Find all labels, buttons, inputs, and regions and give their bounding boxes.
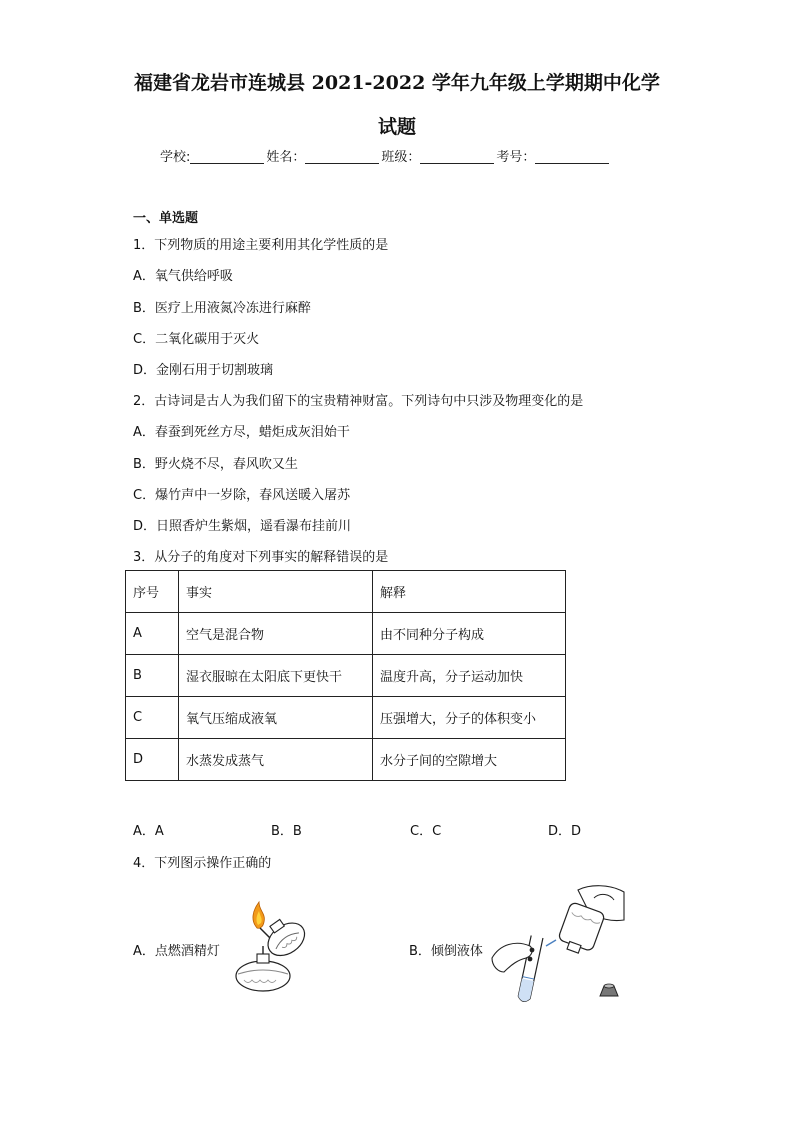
question-4-option-a: A．点燃酒精灯 bbox=[133, 944, 220, 959]
question-2-stem: 2．古诗词是古人为我们留下的宝贵精神财富。下列诗句中只涉及物理变化的是 bbox=[133, 394, 584, 409]
question-2-option-a: A．春蚕到死丝方尽，蜡炬成灰泪始干 bbox=[133, 425, 350, 440]
question-4-stem: 4．下列图示操作正确的 bbox=[133, 856, 272, 871]
table-cell: 空气是混合物 bbox=[179, 613, 373, 655]
alcohol-lamp-lighting-figure bbox=[226, 898, 316, 996]
table-cell: 温度升高，分子运动加快 bbox=[373, 655, 566, 697]
table-cell: 水分子间的空隙增大 bbox=[373, 739, 566, 781]
exam-number-label: 考号： bbox=[496, 150, 536, 165]
question-4-option-b: B．倾倒液体 bbox=[409, 944, 483, 959]
section-heading: 一、单选题 bbox=[133, 211, 199, 226]
table-header-cell: 解释 bbox=[373, 571, 566, 613]
school-blank[interactable] bbox=[190, 149, 264, 164]
page-title-line-2: 试题 bbox=[377, 116, 416, 138]
pouring-liquid-figure bbox=[490, 880, 632, 1008]
table-row bbox=[126, 697, 566, 739]
page-title-line-1: 福建省龙岩市连城县 2021-2022 学年九年级上学期期中化学 bbox=[134, 72, 660, 94]
table-cell: D bbox=[126, 739, 179, 781]
student-info-row bbox=[160, 146, 611, 165]
question-3-option-c: C．C bbox=[410, 824, 442, 839]
table-row bbox=[126, 655, 566, 697]
question-3-option-b: B．B bbox=[271, 824, 302, 839]
question-3-stem: 3．从分子的角度对下列事实的解释错误的是 bbox=[133, 550, 389, 565]
table-row bbox=[126, 613, 566, 655]
exam-number-blank[interactable] bbox=[535, 149, 609, 164]
question-2-option-d: D．日照香炉生紫烟，遥看瀑布挂前川 bbox=[133, 519, 352, 534]
question-1-option-a: A．氧气供给呼吸 bbox=[133, 269, 233, 284]
name-label: 姓名： bbox=[266, 150, 306, 165]
table-header-cell: 序号 bbox=[126, 571, 179, 613]
name-blank[interactable] bbox=[305, 149, 379, 164]
table-cell: B bbox=[126, 655, 179, 697]
question-1-stem: 1．下列物质的用途主要利用其化学性质的是 bbox=[133, 238, 389, 253]
class-label: 班级： bbox=[381, 150, 421, 165]
question-2-option-c: C．爆竹声中一岁除，春风送暖入屠苏 bbox=[133, 488, 351, 503]
question-3-option-d: D．D bbox=[548, 824, 582, 839]
question-2-option-b: B．野火烧不尽，春风吹又生 bbox=[133, 457, 298, 472]
question-3-table bbox=[125, 570, 566, 781]
table-header-row bbox=[126, 571, 566, 613]
table-cell: 湿衣服晾在太阳底下更快干 bbox=[179, 655, 373, 697]
table-cell: C bbox=[126, 697, 179, 739]
question-1-option-b: B．医疗上用液氮冷冻进行麻醉 bbox=[133, 301, 311, 316]
question-3-option-a: A．A bbox=[133, 824, 164, 839]
table-cell: 水蒸发成蒸气 bbox=[179, 739, 373, 781]
class-blank[interactable] bbox=[420, 149, 494, 164]
table-header-cell: 事实 bbox=[179, 571, 373, 613]
table-cell: 压强增大，分子的体积变小 bbox=[373, 697, 566, 739]
school-label: 学校: bbox=[160, 150, 191, 165]
table-cell: 氧气压缩成液氧 bbox=[179, 697, 373, 739]
question-1-option-d: D．金刚石用于切割玻璃 bbox=[133, 363, 274, 378]
question-1-option-c: C．二氧化碳用于灭火 bbox=[133, 332, 260, 347]
table-row bbox=[126, 739, 566, 781]
table-cell: 由不同种分子构成 bbox=[373, 613, 566, 655]
table-cell: A bbox=[126, 613, 179, 655]
